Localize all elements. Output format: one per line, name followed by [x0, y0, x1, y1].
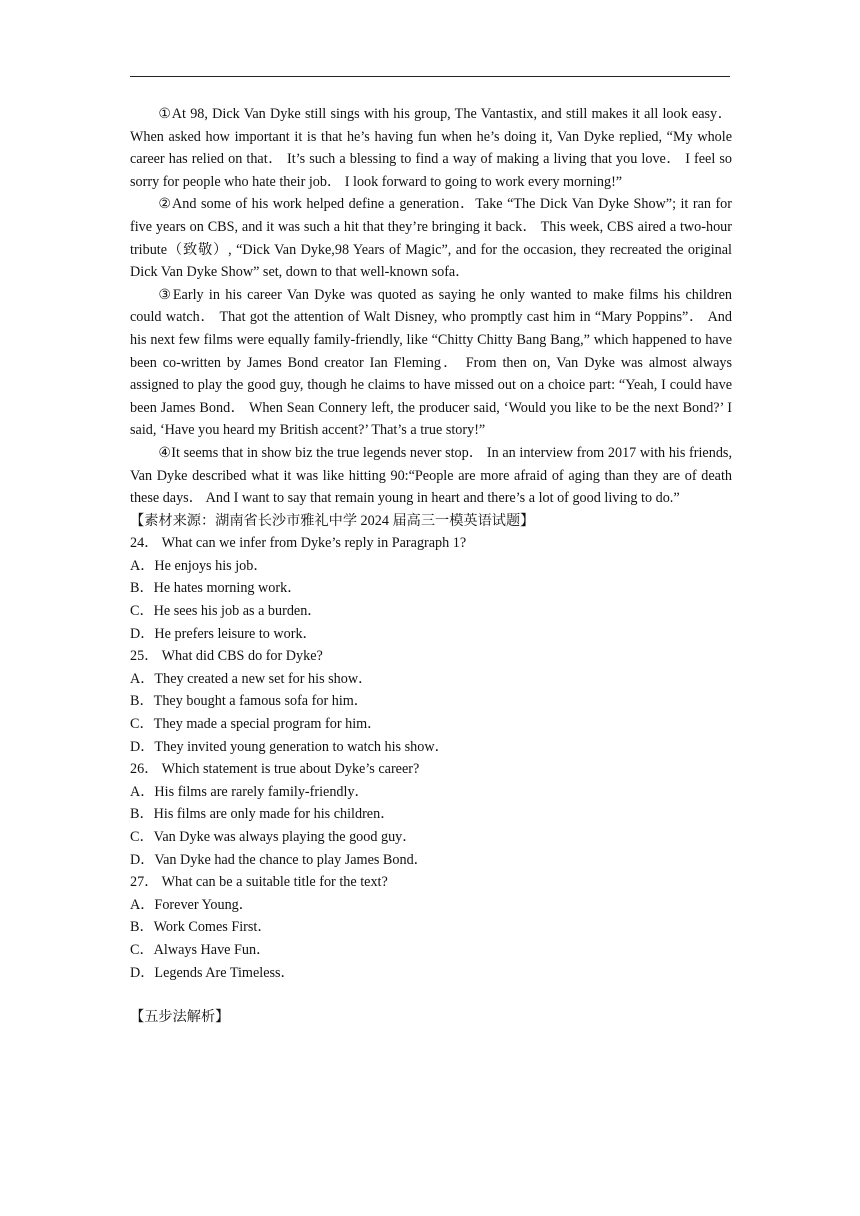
option-c: C．Van Dyke was always playing the good guy．: [130, 829, 417, 845]
paragraph-4-text: ④It seems that in show biz the true legends never stop． In an interview from 2017 with his friends, Van Dyke described what it was like hitting 90:“People are more afraid of aging than they are of death these days． And I want to say that remain young in heart and there’s a lot of good living to do.”: [130, 444, 732, 507]
option-d: D．Van Dyke had the chance to play James Bond．: [130, 851, 428, 868]
question-stem: 24． What can we infer from Dyke’s reply in Paragraph 1?: [130, 535, 467, 552]
question-25: [130, 645, 732, 758]
option-b: B．They bought a famous sofa for him．: [130, 693, 368, 710]
option-a: A．Forever Young．: [130, 896, 253, 913]
paragraph-3-text: ③Early in his career Van Dyke was quoted as saying he only wanted to make films his children could watch． That got the attention of Walt Disney, who promptly cast him in “Mary Poppins”． And his next few films were equally family-friendly, like “Chitty Chitty Bang Bang,” which happened to have been co-written by James Bond creator Ian Fleming． From then on, Van Dyke was almost always assigned to play the good guy, though he claims to have missed out on a choice part: “Yeah, I could have been James Bond． When Sean Connery left, the producer said, ‘Would you like to be the next Bond?’ I said, ‘Have you heard my British accent?’ That’s a true story!”: [130, 286, 732, 439]
document-body: [130, 103, 732, 1029]
header-rule: [130, 76, 730, 77]
question-stem: 25． What did CBS do for Dyke?: [130, 648, 323, 665]
option-c: C．He sees his job as a burden．: [130, 603, 322, 620]
question-stem: 26． Which statement is true about Dyke’s career?: [130, 761, 420, 778]
paragraph-4: [130, 442, 732, 510]
option-a: A．He enjoys his job．: [130, 557, 268, 574]
question-26: [130, 758, 732, 871]
option-b: B．Work Comes First．: [130, 919, 272, 936]
option-c: C．Always Have Fun．: [130, 941, 271, 958]
passage: [130, 103, 732, 510]
option-c: C．They made a special program for him．: [130, 716, 382, 733]
question-27: [130, 871, 732, 984]
question-stem: 27． What can be a suitable title for the text?: [130, 874, 388, 891]
paragraph-1-text: ①At 98, Dick Van Dyke still sings with his group, The Vantastix, and still makes it all look easy． When asked how important it is that he’s having fun when he’s doing it, Van Dyke replied, “My whole career has relied on that． It’s such a blessing to find a way of making a living that you love． I feel so sorry for people who hate their job． I look forward to going to work every morning!”: [130, 106, 732, 190]
option-b: B．His films are only made for his children．: [130, 806, 395, 823]
analysis-heading: 【五步法解析】: [130, 1009, 230, 1026]
source-note: 【素材来源：湖南省长沙市雅礼中学 2024 届高三一模英语试题】: [130, 512, 535, 529]
paragraph-2-text: ②And some of his work helped define a generation．Take “The Dick Van Dyke Show”; it ran for five years on CBS, and it was such a hit that they’re bringing it back． This week, CBS aired a two-hour tribute（致敬）, “Dick Van Dyke,98 Years of Magic”, and for the occasion, they recreated the original Dick Van Dyke Show” set, down to that well-known sofa．: [130, 196, 732, 281]
option-d: D．They invited young generation to watch his show．: [130, 738, 449, 755]
option-a: A．His films are rarely family-friendly．: [130, 783, 369, 800]
option-b: B．He hates morning work．: [130, 580, 302, 597]
option-d: D．Legends Are Timeless．: [130, 964, 295, 981]
option-d: D．He prefers leisure to work．: [130, 625, 317, 642]
option-a: A．They created a new set for his show．: [130, 670, 373, 687]
paragraph-1: [130, 103, 732, 193]
paragraph-3: [130, 284, 732, 442]
question-24: [130, 532, 732, 645]
paragraph-2: [130, 193, 732, 283]
